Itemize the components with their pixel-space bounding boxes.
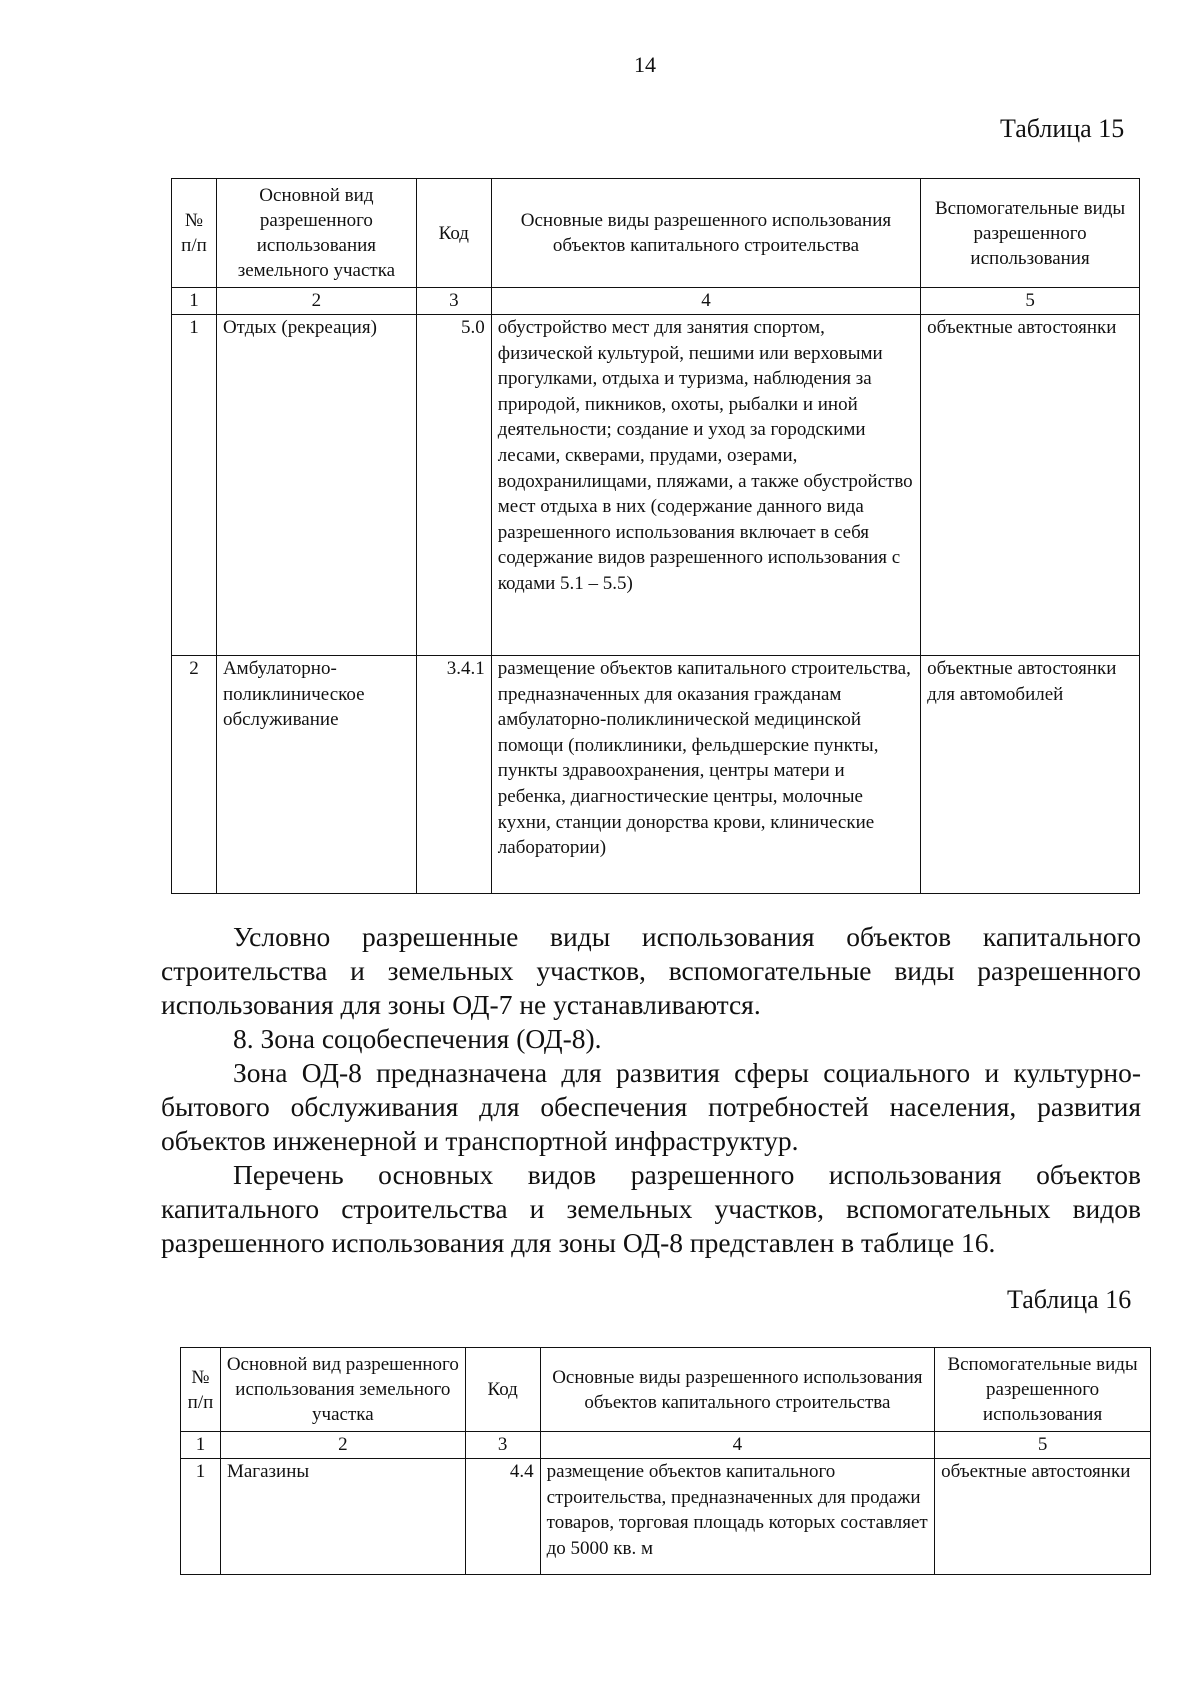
column-numbers-row	[172, 288, 1140, 315]
page-number: 14	[634, 52, 656, 77]
cell-capital-kinds: обустройство мест для занятия спортом, физической культурой, пешими или верховыми прогулками, отдыха и туризма, наблюдения за природой, пикников, охоты, рыбалки и иной деятельности; создание и уход за городскими лесами, скверами, прудами, озерами, водохранилищами, пляжами, а также обустройство мест отдыха в них (содержание данного вида разрешенного использования включает в себя содержание видов разрешенного использования с кодами 5.1 – 5.5)	[491, 315, 920, 656]
cell-auxiliary: объектные автостоянки	[921, 315, 1140, 656]
table-15	[171, 178, 1140, 894]
table-16-caption: Таблица 16	[1007, 1285, 1132, 1314]
paragraph: Перечень основных видов разрешенного использования объектов капитального строительства и земельных участков, вспомогательных видов разрешенного использования для зоны ОД-8 представлен в таблице 16.	[161, 1159, 1141, 1258]
table-row	[172, 315, 1140, 656]
header-code: Код	[465, 1348, 540, 1432]
paragraph: Условно разрешенные виды использования объектов капитального строительства и земельных участков, вспомогательные виды разрешенного использования для зоны ОД-7 не устанавливаются.	[161, 921, 1141, 1020]
cell-capital-kinds: размещение объектов капитального строительства, предназначенных для оказания гражданам амбулаторно-поликлинической медицинской помощи (поликлиники, фельдшерские пункты, пункты здравоохранения, центры матери и ребенка, диагностические центры, молочные кухни, станции донорства крови, клинические лаборатории)	[491, 656, 920, 894]
column-number: 4	[491, 288, 920, 315]
column-number: 5	[921, 288, 1140, 315]
column-number: 3	[465, 1432, 540, 1459]
column-number: 2	[220, 1432, 465, 1459]
section-heading: 8. Зона соцобеспечения (ОД-8).	[233, 1023, 602, 1054]
cell-capital-kinds: размещение объектов капитального строительства, предназначенных для продажи товаров, торговая площадь которых составляет до 5000 кв. м	[540, 1459, 934, 1575]
column-number: 2	[216, 288, 416, 315]
paragraph: Зона ОД-8 предназначена для развития сферы социального и культурно-бытового обслуживания для обеспечения потребностей населения, развития объектов инженерной и транспортной инфраструктур.	[161, 1057, 1141, 1156]
body-text	[161, 920, 1141, 1260]
cell-main-kind: Амбулаторно-поликлиническое обслуживание	[216, 656, 416, 894]
header-main-kind: Основной вид разрешенного использования земельного участка	[220, 1348, 465, 1432]
header-auxiliary: Вспомогательные виды разрешенного использования	[935, 1348, 1151, 1432]
table-row	[181, 1459, 1151, 1575]
column-number: 5	[935, 1432, 1151, 1459]
cell-code: 3.4.1	[416, 656, 491, 894]
header-num: № п/п	[181, 1348, 221, 1432]
column-number: 1	[181, 1432, 221, 1459]
cell-num: 1	[172, 315, 217, 656]
cell-code: 5.0	[416, 315, 491, 656]
header-capital-kinds: Основные виды разрешенного использования объектов капитального строительства	[491, 179, 920, 288]
cell-auxiliary: объектные автостоянки	[935, 1459, 1151, 1575]
header-num: № п/п	[172, 179, 217, 288]
header-main-kind: Основной вид разрешенного использования земельного участка	[216, 179, 416, 288]
header-code: Код	[416, 179, 491, 288]
table-header-row	[181, 1348, 1151, 1432]
cell-main-kind: Отдых (рекреация)	[216, 315, 416, 656]
table-row	[172, 656, 1140, 894]
cell-main-kind: Магазины	[220, 1459, 465, 1575]
header-auxiliary: Вспомогательные виды разрешенного использования	[921, 179, 1140, 288]
column-number: 1	[172, 288, 217, 315]
table-header-row	[172, 179, 1140, 288]
cell-auxiliary: объектные автостоянки для автомобилей	[921, 656, 1140, 894]
header-capital-kinds: Основные виды разрешенного использования объектов капитального строительства	[540, 1348, 934, 1432]
table-15-caption: Таблица 15	[1000, 114, 1125, 143]
cell-code: 4.4	[465, 1459, 540, 1575]
cell-num: 1	[181, 1459, 221, 1575]
cell-num: 2	[172, 656, 217, 894]
column-number: 4	[540, 1432, 934, 1459]
column-number: 3	[416, 288, 491, 315]
table-16	[180, 1347, 1151, 1575]
column-numbers-row	[181, 1432, 1151, 1459]
